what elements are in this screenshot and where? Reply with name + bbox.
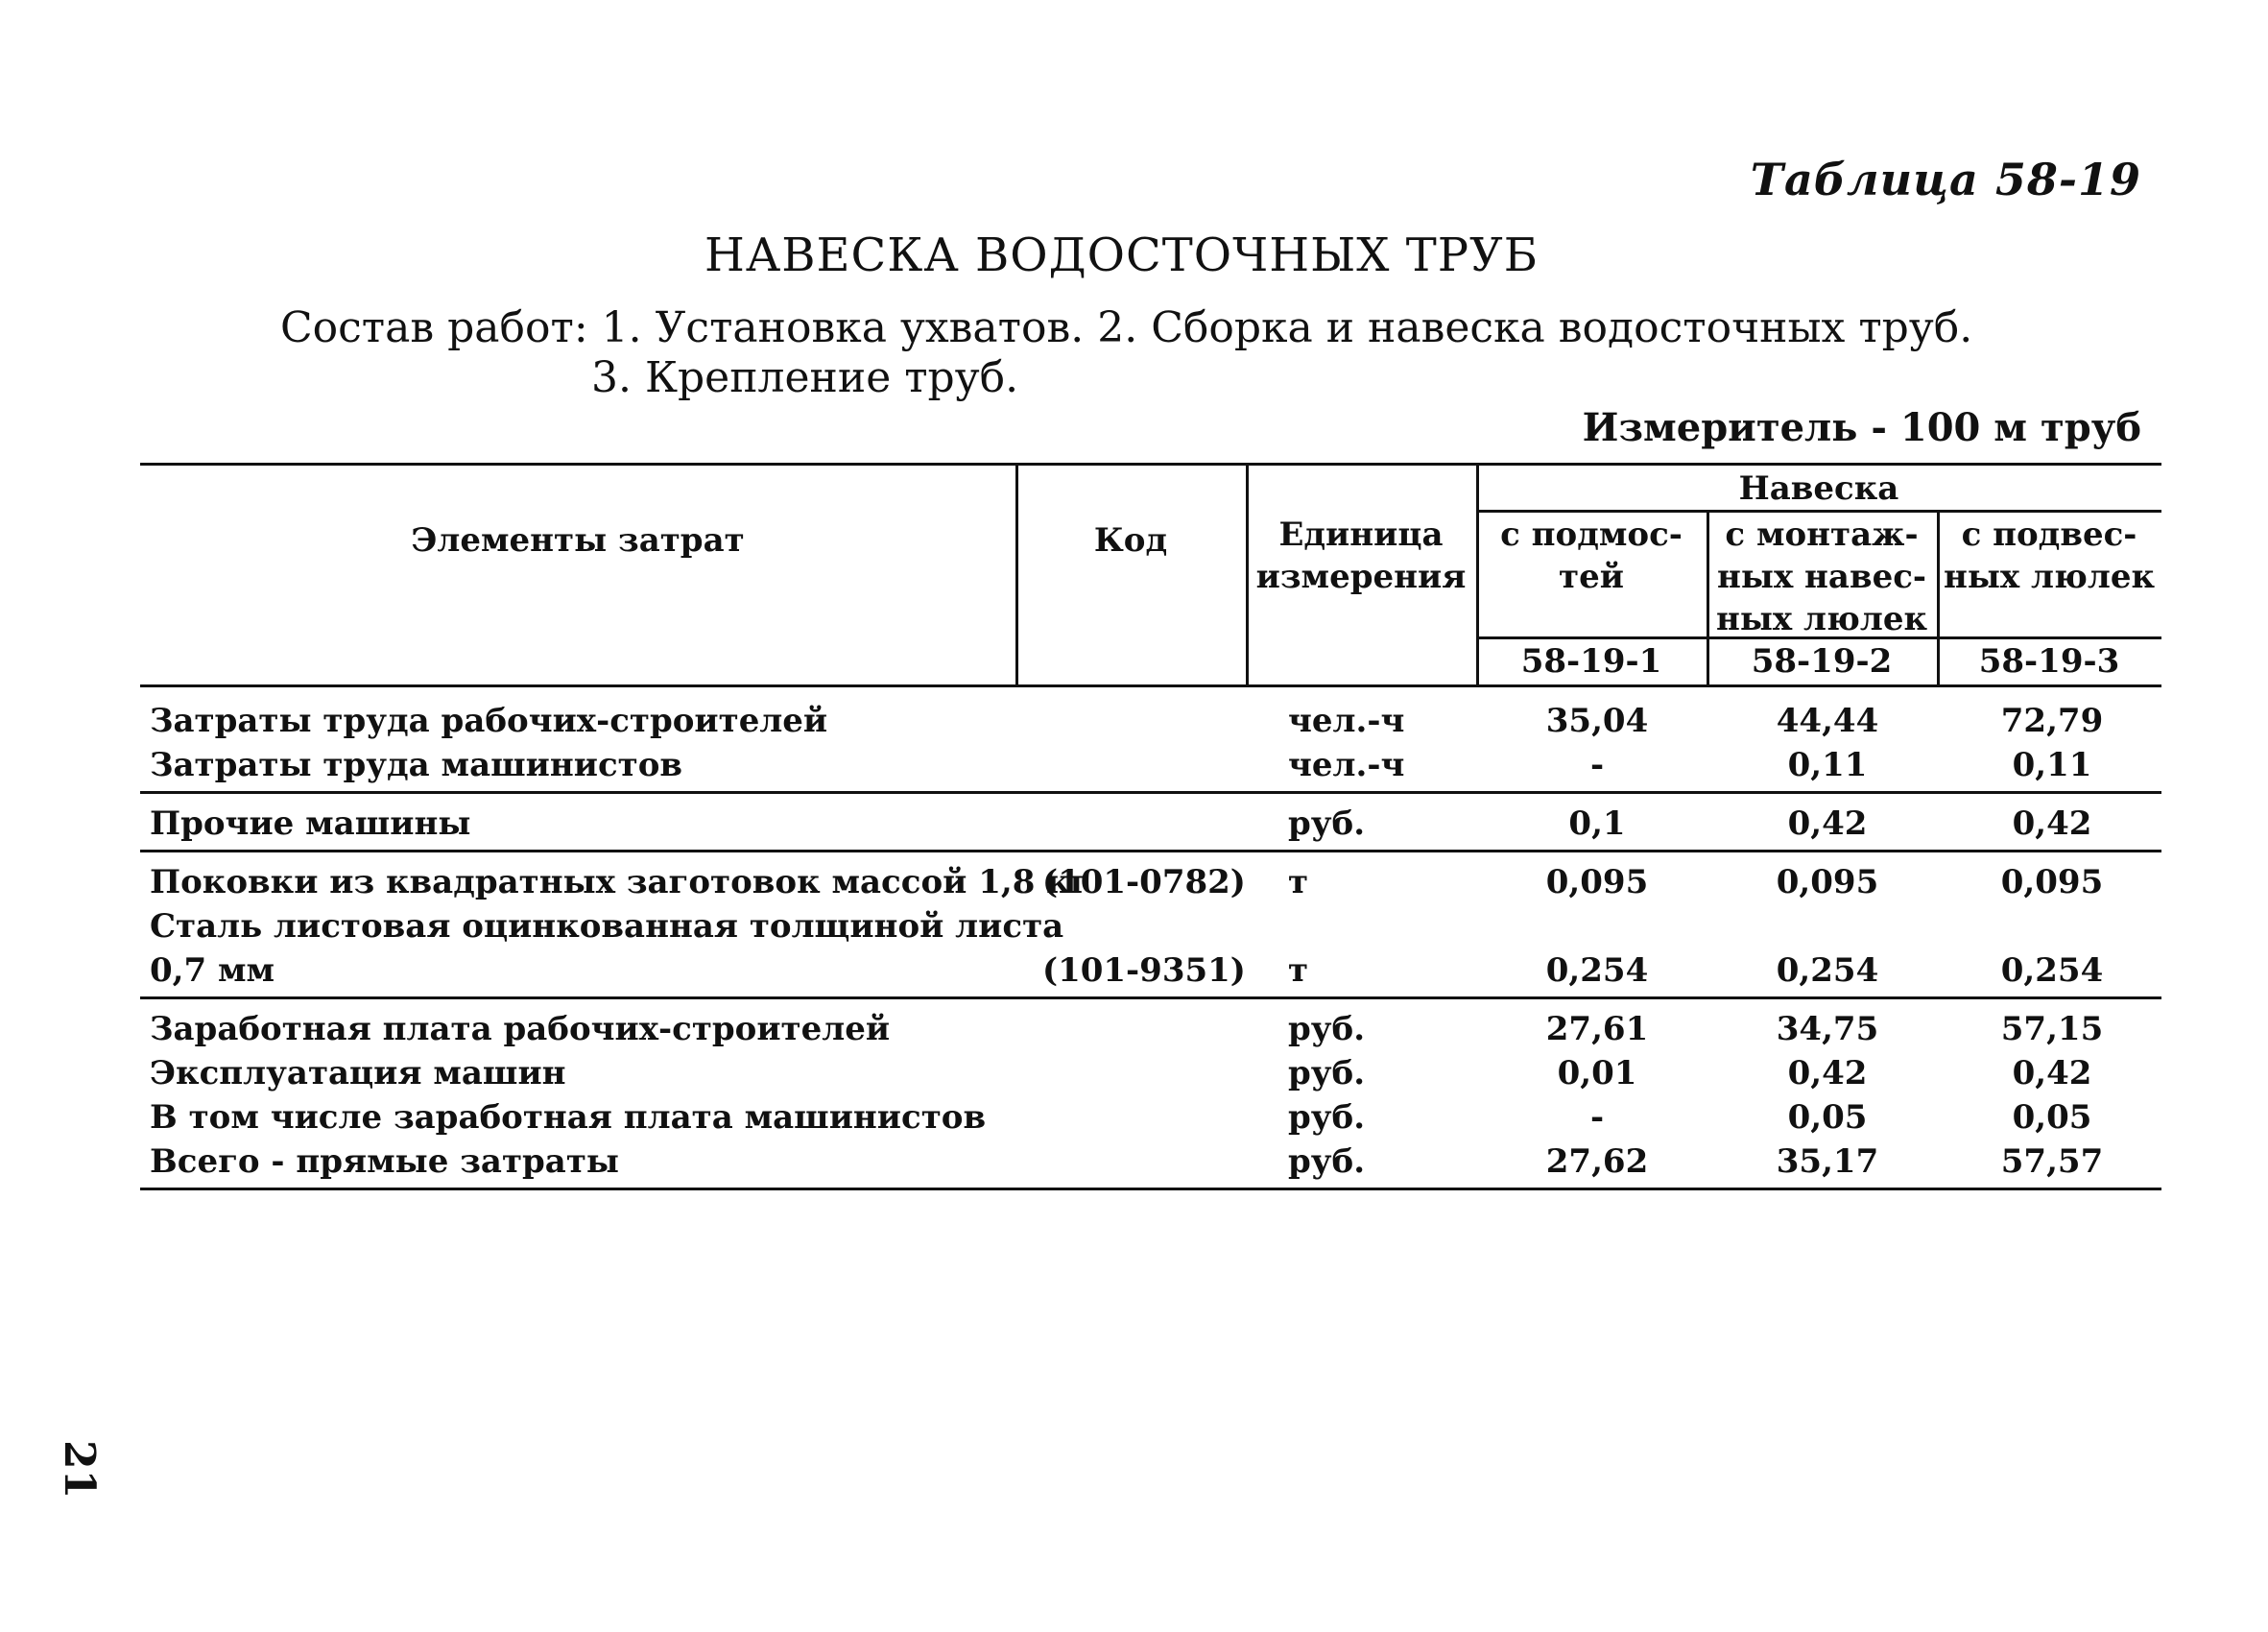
row-value-3: 57,57 — [2000, 1142, 2104, 1181]
header-unit — [1246, 514, 1476, 598]
header-col-1-line-2: тей — [1559, 558, 1624, 596]
header-num-1: 58-19-1 — [1520, 642, 1662, 681]
header-col-2-line-3: ных люлек — [1715, 600, 1928, 638]
row-value-1: 27,62 — [1545, 1142, 1649, 1181]
table-row — [140, 743, 2161, 787]
row-group-totals — [140, 999, 2161, 1190]
table-row — [140, 1007, 2161, 1051]
row-name-line-1: Сталь листовая оцинкованная толщиной листа — [150, 907, 1064, 946]
row-code: (101-9351) — [1042, 951, 1246, 990]
row-value-3: 0,42 — [2012, 1054, 2092, 1092]
page-number: 21 — [55, 1440, 104, 1500]
row-code: (101-0782) — [1042, 863, 1246, 901]
row-group-materials — [140, 852, 2161, 999]
row-value-3: 0,254 — [2000, 951, 2104, 990]
row-value-3: 0,05 — [2012, 1098, 2092, 1137]
table-row — [140, 1095, 2161, 1140]
row-group-machines — [140, 794, 2161, 852]
header-unit-line-1: Единица — [1278, 516, 1444, 554]
cost-table — [140, 463, 2161, 1190]
header-num-3: 58-19-3 — [1978, 642, 2120, 681]
table-number: Таблица 58-19 — [1750, 154, 2141, 205]
header-col-1-line-1: с подмос- — [1500, 516, 1683, 554]
row-name: 0,7 мм — [150, 951, 275, 990]
row-value-2: 0,42 — [1787, 804, 1868, 843]
row-value-1: 0,1 — [1568, 804, 1626, 843]
header-col-1 — [1476, 514, 1707, 598]
row-value-3: 57,15 — [2000, 1010, 2104, 1048]
table-header — [140, 463, 2161, 687]
header-elements: Элементы затрат — [411, 521, 745, 560]
row-value-1: - — [1589, 1098, 1605, 1137]
row-unit: чел.-ч — [1288, 746, 1405, 784]
row-value-2: 0,42 — [1787, 1054, 1868, 1092]
header-col-3-line-1: с подвес- — [1961, 516, 2137, 554]
table-row — [140, 1140, 2161, 1184]
row-unit: чел.-ч — [1288, 702, 1405, 740]
header-group-naveska: Навеска — [1738, 469, 1899, 508]
row-name: Затраты труда рабочих-строителей — [150, 702, 828, 740]
column-divider — [1015, 466, 1018, 684]
row-value-2: 0,254 — [1776, 951, 1879, 990]
table-row — [140, 1051, 2161, 1095]
header-code: Код — [1093, 521, 1168, 560]
row-value-2: 44,44 — [1776, 702, 1879, 740]
table-row — [140, 860, 2161, 904]
row-value-1: 0,01 — [1557, 1054, 1637, 1092]
measure-unit: Измеритель - 100 м труб — [1582, 405, 2141, 450]
header-col-3 — [1937, 514, 2161, 598]
table-row — [140, 802, 2161, 846]
header-num-2: 58-19-2 — [1751, 642, 1893, 681]
table-row — [140, 948, 2161, 993]
header-unit-line-2: измерения — [1255, 558, 1467, 596]
row-value-2: 0,05 — [1787, 1098, 1868, 1137]
row-value-3: 0,095 — [2000, 863, 2104, 901]
row-unit: руб. — [1288, 1098, 1366, 1137]
row-value-2: 0,11 — [1787, 746, 1868, 784]
row-value-1: 0,095 — [1545, 863, 1649, 901]
header-col-2-line-2: ных навес- — [1716, 558, 1927, 596]
row-value-2: 34,75 — [1776, 1010, 1879, 1048]
row-value-1: 35,04 — [1545, 702, 1649, 740]
row-unit: т — [1288, 951, 1309, 990]
row-value-1: - — [1589, 746, 1605, 784]
row-unit: руб. — [1288, 1142, 1366, 1181]
row-value-3: 0,42 — [2012, 804, 2092, 843]
row-unit: руб. — [1288, 1010, 1366, 1048]
row-value-3: 0,11 — [2012, 746, 2092, 784]
page-title: НАВЕСКА ВОДОСТОЧНЫХ ТРУБ — [704, 228, 1539, 282]
row-name: Эксплуатация машин — [150, 1054, 566, 1092]
row-name: Заработная плата рабочих-строителей — [150, 1010, 891, 1048]
header-col-2 — [1707, 514, 1937, 640]
row-name: В том числе заработная плата машинистов — [150, 1098, 987, 1137]
table-row — [140, 699, 2161, 743]
row-name: Прочие машины — [150, 804, 471, 843]
row-unit: руб. — [1288, 1054, 1366, 1092]
row-group-labor — [140, 687, 2161, 794]
row-name: Всего - прямые затраты — [150, 1142, 619, 1181]
row-value-2: 35,17 — [1776, 1142, 1879, 1181]
row-value-1: 27,61 — [1545, 1010, 1649, 1048]
table-row-continuation — [140, 904, 2161, 948]
row-value-1: 0,254 — [1545, 951, 1649, 990]
row-name: Затраты труда машинистов — [150, 746, 683, 784]
header-col-3-line-2: ных люлек — [1943, 558, 2156, 596]
row-value-3: 72,79 — [2000, 702, 2104, 740]
work-composition-line-2: 3. Крепление труб. — [591, 353, 1019, 402]
work-composition-line-1: Состав работ: 1. Установка ухватов. 2. Сборка и навеска водосточных труб. — [280, 303, 1973, 352]
header-col-2-line-1: с монтаж- — [1725, 516, 1919, 554]
header-divider — [1476, 510, 2161, 513]
row-unit: руб. — [1288, 804, 1366, 843]
row-value-2: 0,095 — [1776, 863, 1879, 901]
row-name: Поковки из квадратных заготовок массой 1,8 кг — [150, 863, 1090, 901]
row-unit: т — [1288, 863, 1309, 901]
